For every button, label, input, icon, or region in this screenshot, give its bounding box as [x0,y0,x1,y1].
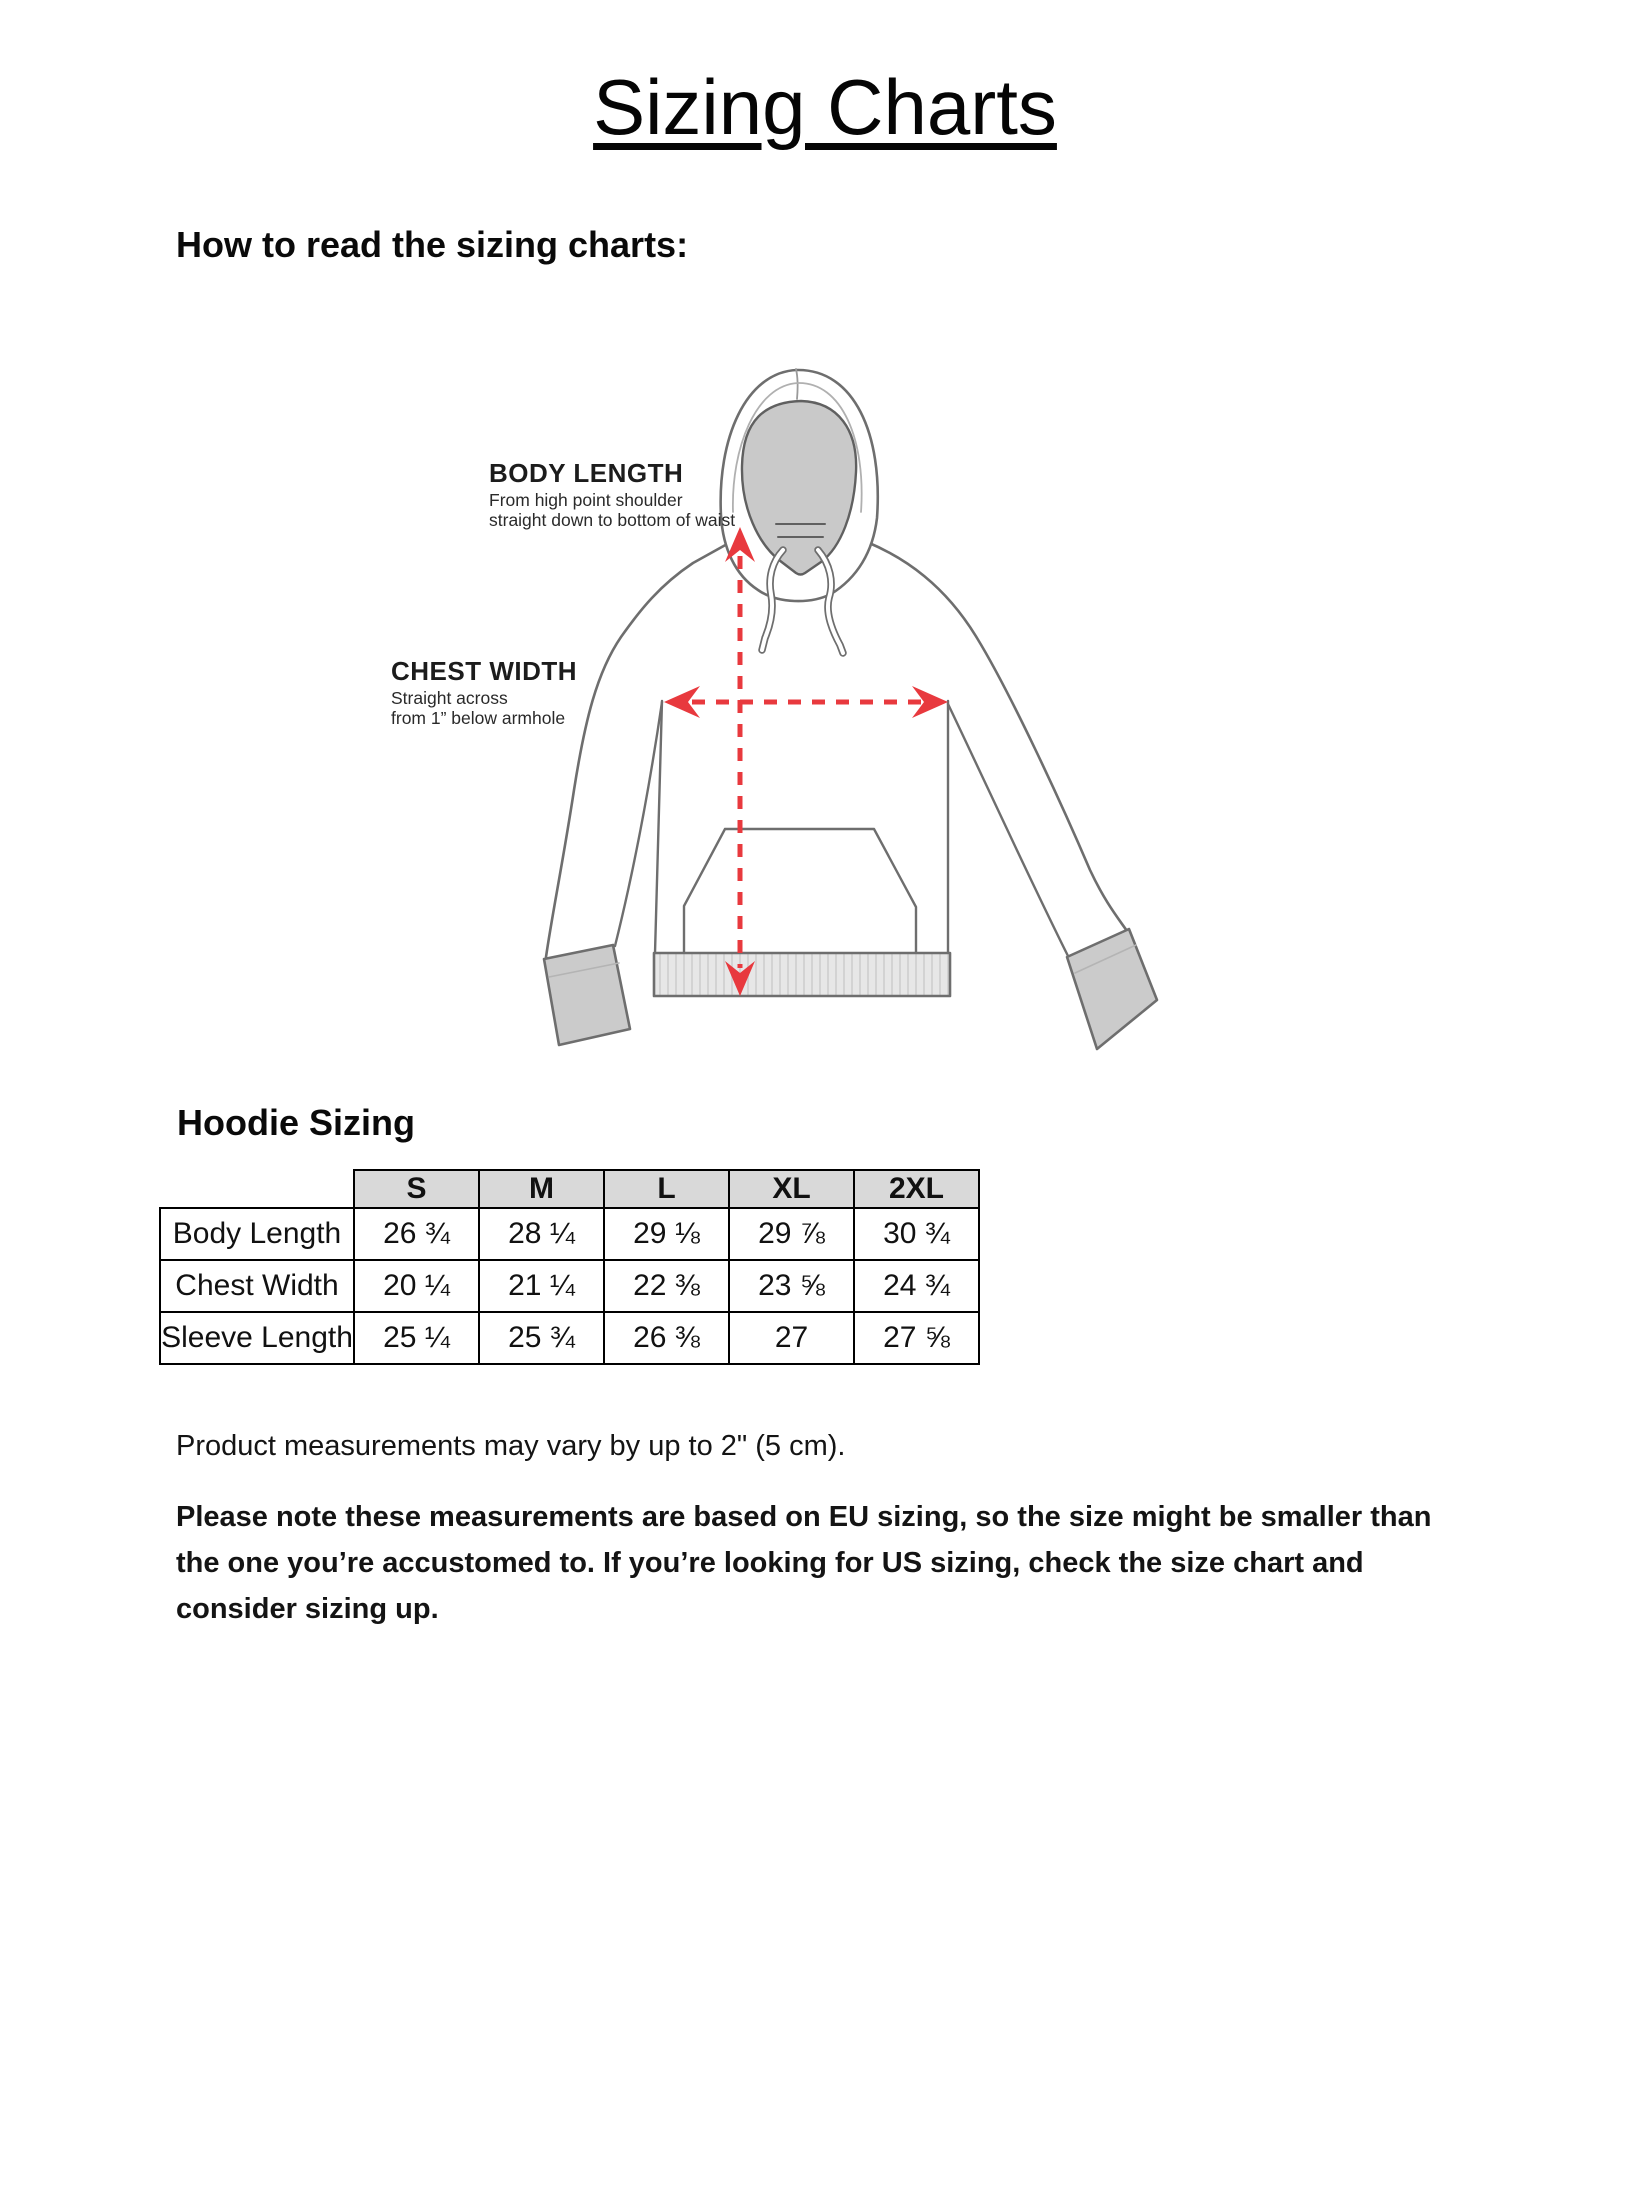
right-cuff [1067,929,1157,1049]
body-length-annotation [489,460,819,530]
hoodie-sizing-heading: Hoodie Sizing [177,1102,415,1143]
waistband [654,953,950,996]
size-column-header-2xl: 2XL [854,1170,979,1208]
measurement-variance-note: Product measurements may vary by up to 2" (5 cm). [176,1430,846,1462]
body-length-desc: From high point shoulder straight down to bottom of waist [489,490,736,530]
measurement-cell: 27 [729,1312,854,1364]
measurement-cell: 29 ⅞ [729,1208,854,1260]
row-label: Body Length [160,1208,354,1260]
size-column-header-xl: XL [729,1170,854,1208]
measurement-cell: 25 ¾ [479,1312,604,1364]
chest-width-desc: Straight across from 1” below armhole [391,688,566,728]
how-to-heading: How to read the sizing charts: [176,224,689,265]
measurement-cell: 30 ¾ [854,1208,979,1260]
measurement-cell: 26 ⅜ [604,1312,729,1364]
page-title: Sizing Charts [593,63,1057,151]
left-cuff [544,945,630,1045]
table-row-sleeve-length [160,1312,979,1364]
kangaroo-pocket [684,829,916,952]
measurement-cell: 23 ⅝ [729,1260,854,1312]
size-column-header-s: S [354,1170,479,1208]
right-shoulder-sleeve-outline [867,542,1127,931]
measurement-cell: 22 ⅜ [604,1260,729,1312]
body-length-title: BODY LENGTH [489,458,684,488]
body-length-arrow [725,527,755,996]
corner-cell [160,1170,354,1208]
measurement-cell: 21 ¼ [479,1260,604,1312]
left-shoulder-sleeve-outline [546,538,738,957]
measurement-cell: 27 ⅝ [854,1312,979,1364]
size-header-row [160,1170,979,1208]
measurement-cell: 28 ¼ [479,1208,604,1260]
eu-sizing-note: Please note these measurements are based on EU sizing, so the size might be smaller than the one you’re accustomed to. If you’re looking for US sizing, check the size chart and consider sizing up. [176,1501,1432,1625]
chest-width-annotation [391,658,721,728]
hoodie-sizing-table [159,1169,980,1365]
right-sleeve-inner-seam [948,704,1068,956]
measurement-cell: 25 ¼ [354,1312,479,1364]
size-column-header-l: L [604,1170,729,1208]
chest-width-title: CHEST WIDTH [391,656,578,686]
measurement-cell: 29 ⅛ [604,1208,729,1260]
row-label: Chest Width [160,1260,354,1312]
table-row-body-length [160,1208,979,1260]
row-label: Sleeve Length [160,1312,354,1364]
title-row [0,62,1650,153]
measurement-cell: 24 ¾ [854,1260,979,1312]
measurement-cell: 20 ¼ [354,1260,479,1312]
measurement-cell: 26 ¾ [354,1208,479,1260]
size-column-header-m: M [479,1170,604,1208]
left-sleeve-inner-seam [615,702,662,946]
table-row-chest-width [160,1260,979,1312]
